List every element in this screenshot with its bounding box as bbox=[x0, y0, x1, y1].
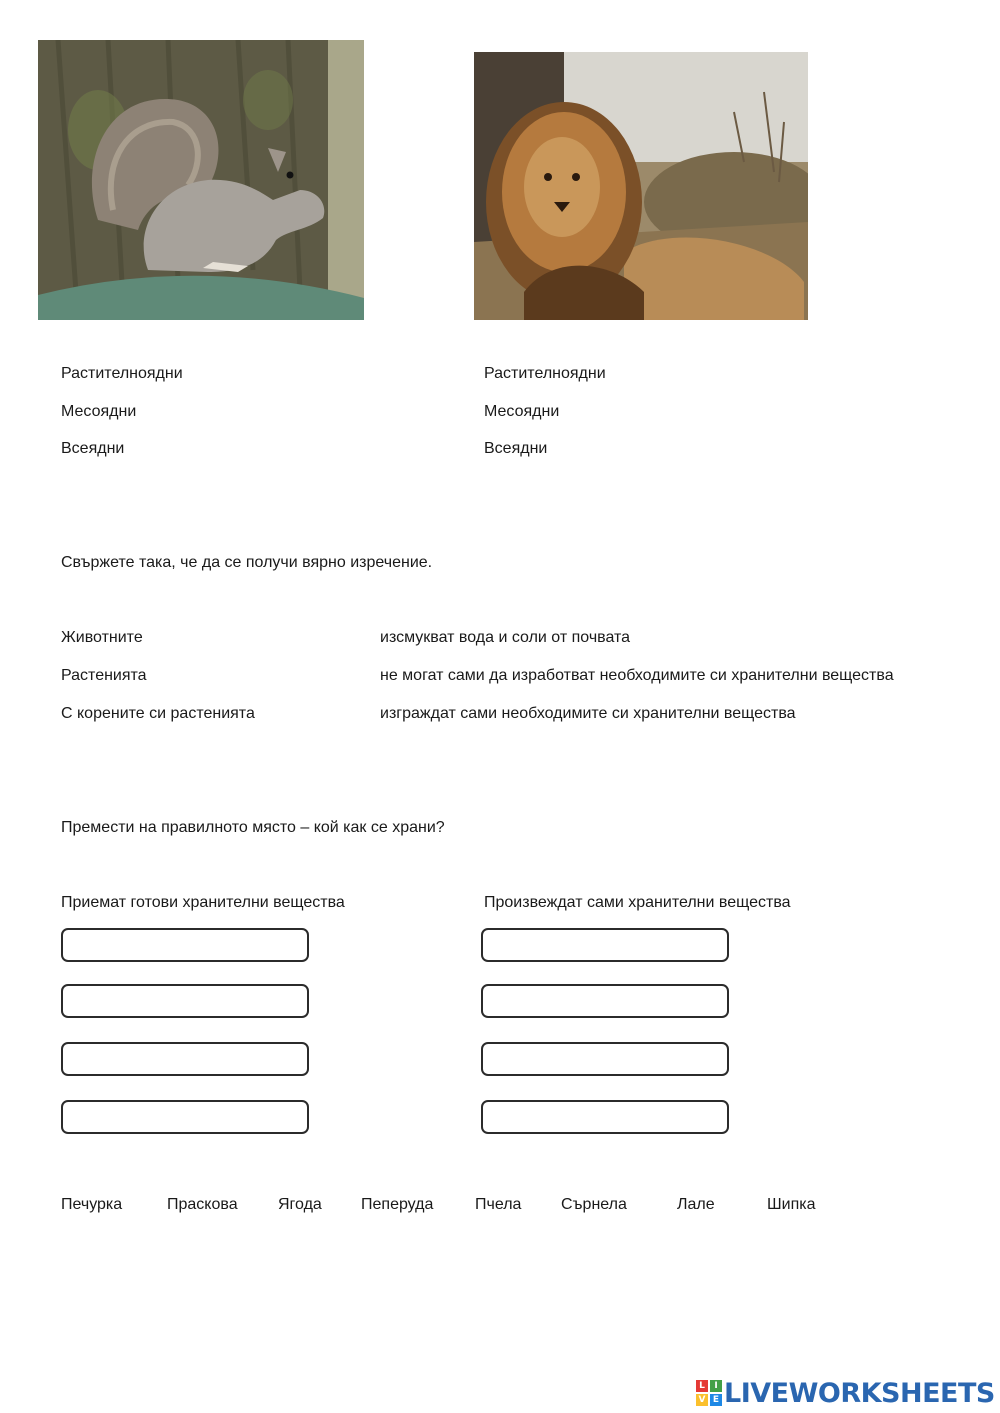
lion-option-herbivores[interactable]: Растителноядни bbox=[484, 365, 606, 382]
matching-instruction: Свържете така, че да се получи вярно изречение. bbox=[61, 554, 433, 571]
liveworksheets-logo bbox=[696, 1378, 995, 1408]
column-left-title: Приемат готови хранителни вещества bbox=[61, 894, 345, 911]
lion-option-omnivores[interactable]: Всеядни bbox=[484, 440, 548, 457]
sorting-instruction: Премести на правилното място – кой как се храни? bbox=[61, 819, 445, 836]
match-right-item[interactable]: не могат сами да изработват необходимите си хранителни вещества bbox=[380, 667, 894, 684]
logo-blocks-icon bbox=[696, 1380, 722, 1406]
draggable-word[interactable]: Печурка bbox=[61, 1196, 123, 1213]
draggable-word[interactable]: Праскова bbox=[167, 1196, 238, 1213]
logo-text: LIVEWORKSHEETS bbox=[724, 1377, 995, 1409]
draggable-word[interactable]: Пчела bbox=[475, 1196, 522, 1213]
drop-box-left-4[interactable] bbox=[61, 1100, 309, 1134]
logo-block-i: I bbox=[710, 1380, 722, 1392]
match-right-item[interactable]: изграждат сами необходимите си хранителни вещества bbox=[380, 705, 796, 722]
drop-box-right-4[interactable] bbox=[481, 1100, 729, 1134]
logo-block-v: V bbox=[696, 1394, 708, 1406]
column-right-title: Произвеждат сами хранителни вещества bbox=[484, 894, 791, 911]
match-left-item[interactable]: С корените си растенията bbox=[61, 705, 255, 722]
draggable-word[interactable]: Шипка bbox=[767, 1196, 816, 1213]
match-right-item[interactable]: изсмукват вода и соли от почвата bbox=[380, 629, 631, 646]
draggable-word[interactable]: Сърнела bbox=[561, 1196, 627, 1213]
squirrel-option-herbivores[interactable]: Растителноядни bbox=[61, 365, 183, 382]
drop-box-left-1[interactable] bbox=[61, 928, 309, 962]
draggable-word[interactable]: Лале bbox=[677, 1196, 715, 1213]
squirrel-photo bbox=[38, 40, 364, 320]
drop-box-left-3[interactable] bbox=[61, 1042, 309, 1076]
lion-option-carnivores[interactable]: Месоядни bbox=[484, 403, 560, 420]
logo-block-e: E bbox=[710, 1394, 722, 1406]
squirrel-option-carnivores[interactable]: Месоядни bbox=[61, 403, 137, 420]
match-left-item[interactable]: Животните bbox=[61, 629, 143, 646]
lion-photo bbox=[474, 52, 808, 320]
draggable-word[interactable]: Пеперуда bbox=[361, 1196, 434, 1213]
drop-box-right-1[interactable] bbox=[481, 928, 729, 962]
drop-box-right-2[interactable] bbox=[481, 984, 729, 1018]
logo-block-l: L bbox=[696, 1380, 708, 1392]
drop-box-left-2[interactable] bbox=[61, 984, 309, 1018]
match-left-item[interactable]: Растенията bbox=[61, 667, 147, 684]
draggable-word[interactable]: Ягода bbox=[278, 1196, 322, 1213]
drop-box-right-3[interactable] bbox=[481, 1042, 729, 1076]
squirrel-option-omnivores[interactable]: Всеядни bbox=[61, 440, 125, 457]
